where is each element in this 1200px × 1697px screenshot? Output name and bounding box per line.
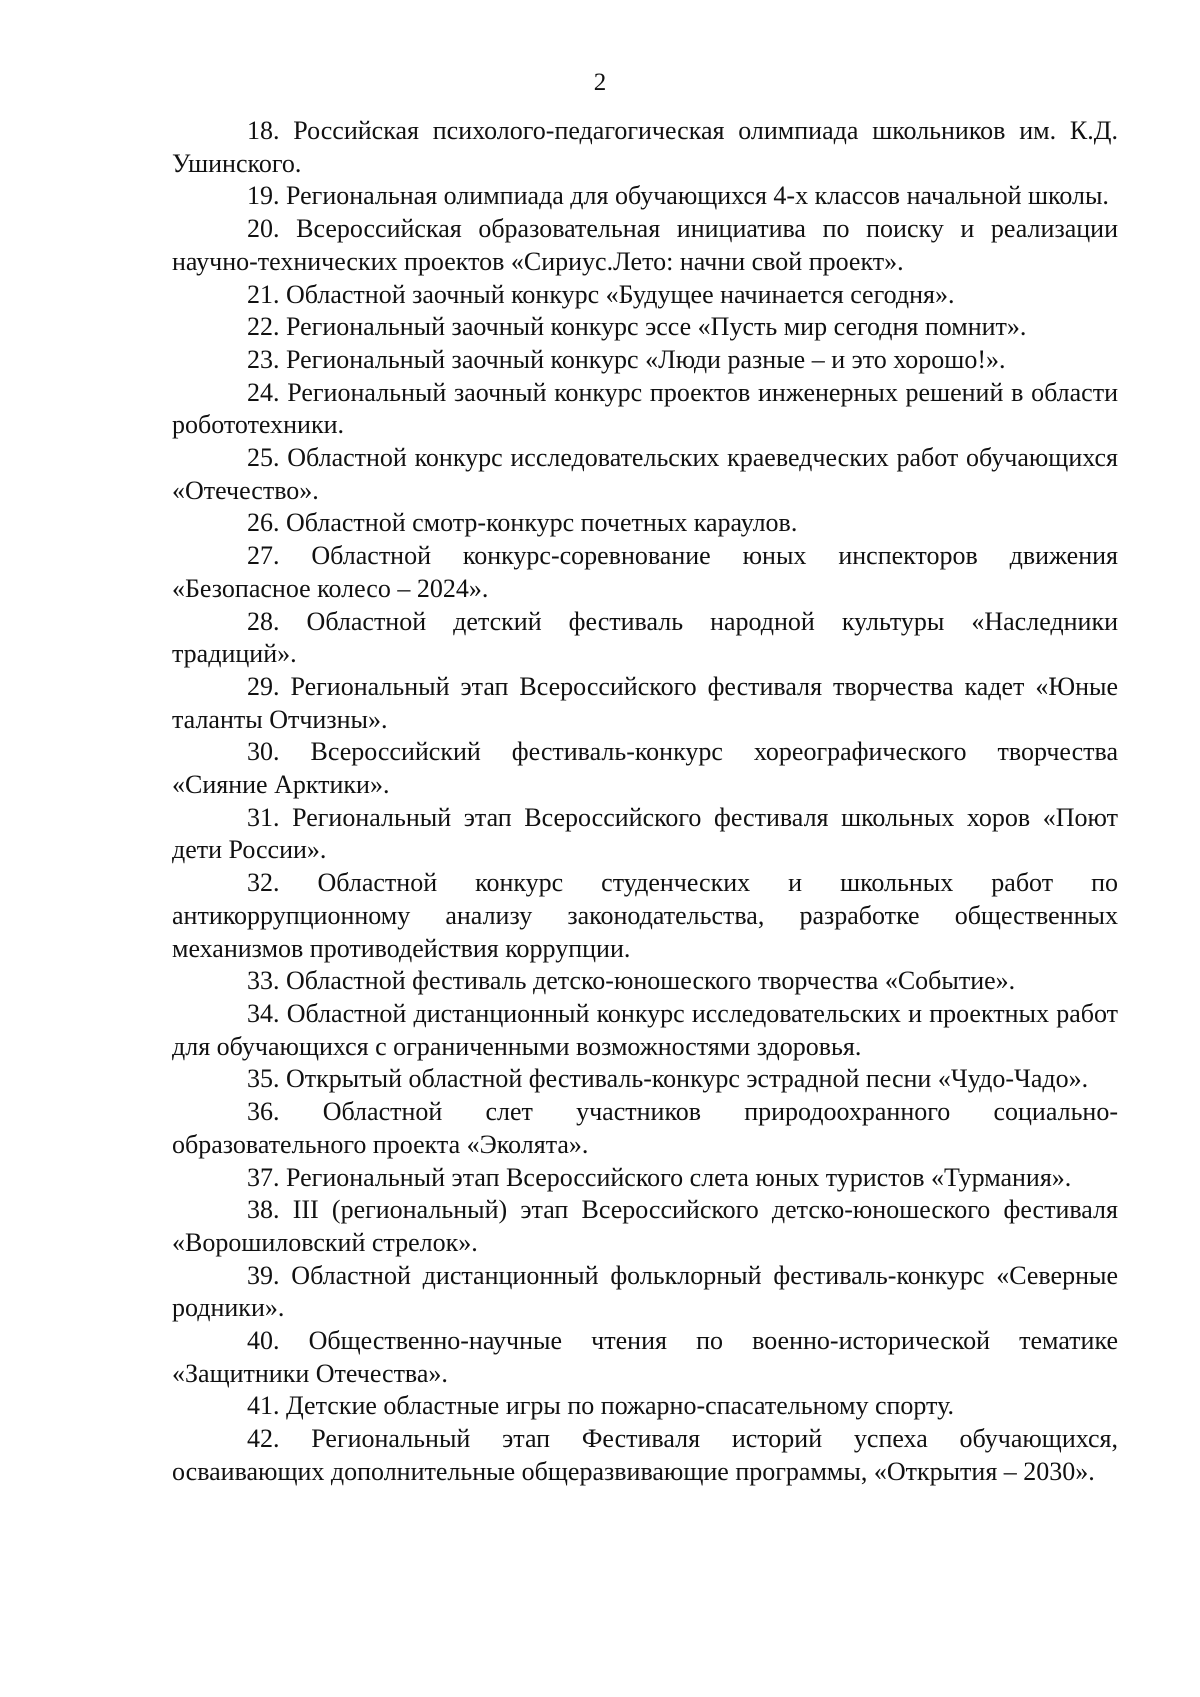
list-item: 41. Детские областные игры по пожарно-спасательному спорту. — [247, 1391, 954, 1421]
list-item: 36. Областной слет участников природоохранного социально-образовательного проекта «Эколята». — [172, 1097, 1118, 1159]
list-item: 18. Российская психолого-педагогическая олимпиада школьников им. К.Д. Ушинского. — [172, 116, 1118, 178]
list-item: 32. Областной конкурс студенческих и школьных работ по антикоррупционному анализу законодательства, разработке общественных механизмов противодействия коррупции. — [172, 868, 1118, 963]
list-item: 31. Региональный этап Всероссийского фестиваля школьных хоров «Поют дети России». — [172, 802, 1118, 865]
list-item: 27. Областной конкурс-соревнование юных инспекторов движения «Безопасное колесо – 2024». — [172, 541, 1118, 603]
list-item: 28. Областной детский фестиваль народной культуры «Наследники традиций». — [172, 606, 1118, 669]
list-item: 38. III (региональный) этап Всероссийского детско-юношеского фестиваля «Ворошиловский стрелок». — [172, 1195, 1118, 1257]
list-item: 24. Региональный заочный конкурс проектов инженерных решений в области робототехники. — [172, 377, 1118, 440]
list-item: 35. Открытый областной фестиваль-конкурс эстрадной песни «Чудо-Чадо». — [247, 1064, 1089, 1094]
list-item: 42. Региональный этап Фестиваля историй успеха обучающихся, осваивающих дополнительные общеразвивающие программы, «Открытия – 2030». — [172, 1424, 1118, 1486]
list-item: 20. Всероссийская образовательная инициатива по поиску и реализации научно-технических проектов «Сириус.Лето: начни свой проект». — [172, 214, 1118, 276]
list-item: 19. Региональная олимпиада для обучающихся 4-х классов начальной школы. — [247, 181, 1109, 211]
list-item: 37. Региональный этап Всероссийского слета юных туристов «Турмания». — [247, 1162, 1072, 1192]
list-item: 26. Областной смотр-конкурс почетных караулов. — [247, 508, 798, 538]
list-item: 30. Всероссийский фестиваль-конкурс хореографического творчества «Сияние Арктики». — [172, 737, 1118, 800]
list-item: 39. Областной дистанционный фольклорный фестиваль-конкурс «Северные родники». — [172, 1260, 1118, 1323]
list-item: 34. Областной дистанционный конкурс исследовательских и проектных работ для обучающихся с ограниченными возможностями здоровья. — [172, 998, 1118, 1061]
list-item: 40. Общественно-научные чтения по военно-исторической тематике «Защитники Отечества». — [172, 1326, 1118, 1388]
page-number: 2 — [593, 69, 607, 96]
list-item: 29. Региональный этап Всероссийского фестиваля творчества кадет «Юные таланты Отчизны». — [172, 671, 1118, 734]
list-item: 21. Областной заочный конкурс «Будущее начинается сегодня». — [247, 279, 955, 309]
list-item: 22. Региональный заочный конкурс эссе «Пусть мир сегодня помнит». — [247, 312, 1027, 342]
list-item: 25. Областной конкурс исследовательских краеведческих работ обучающихся «Отечество». — [172, 443, 1118, 505]
event-list — [172, 115, 1118, 1489]
list-item: 33. Областной фестиваль детско-юношеского творчества «Событие». — [247, 966, 1016, 996]
list-item: 23. Региональный заочный конкурс «Люди разные – и это хорошо!». — [247, 344, 1006, 374]
